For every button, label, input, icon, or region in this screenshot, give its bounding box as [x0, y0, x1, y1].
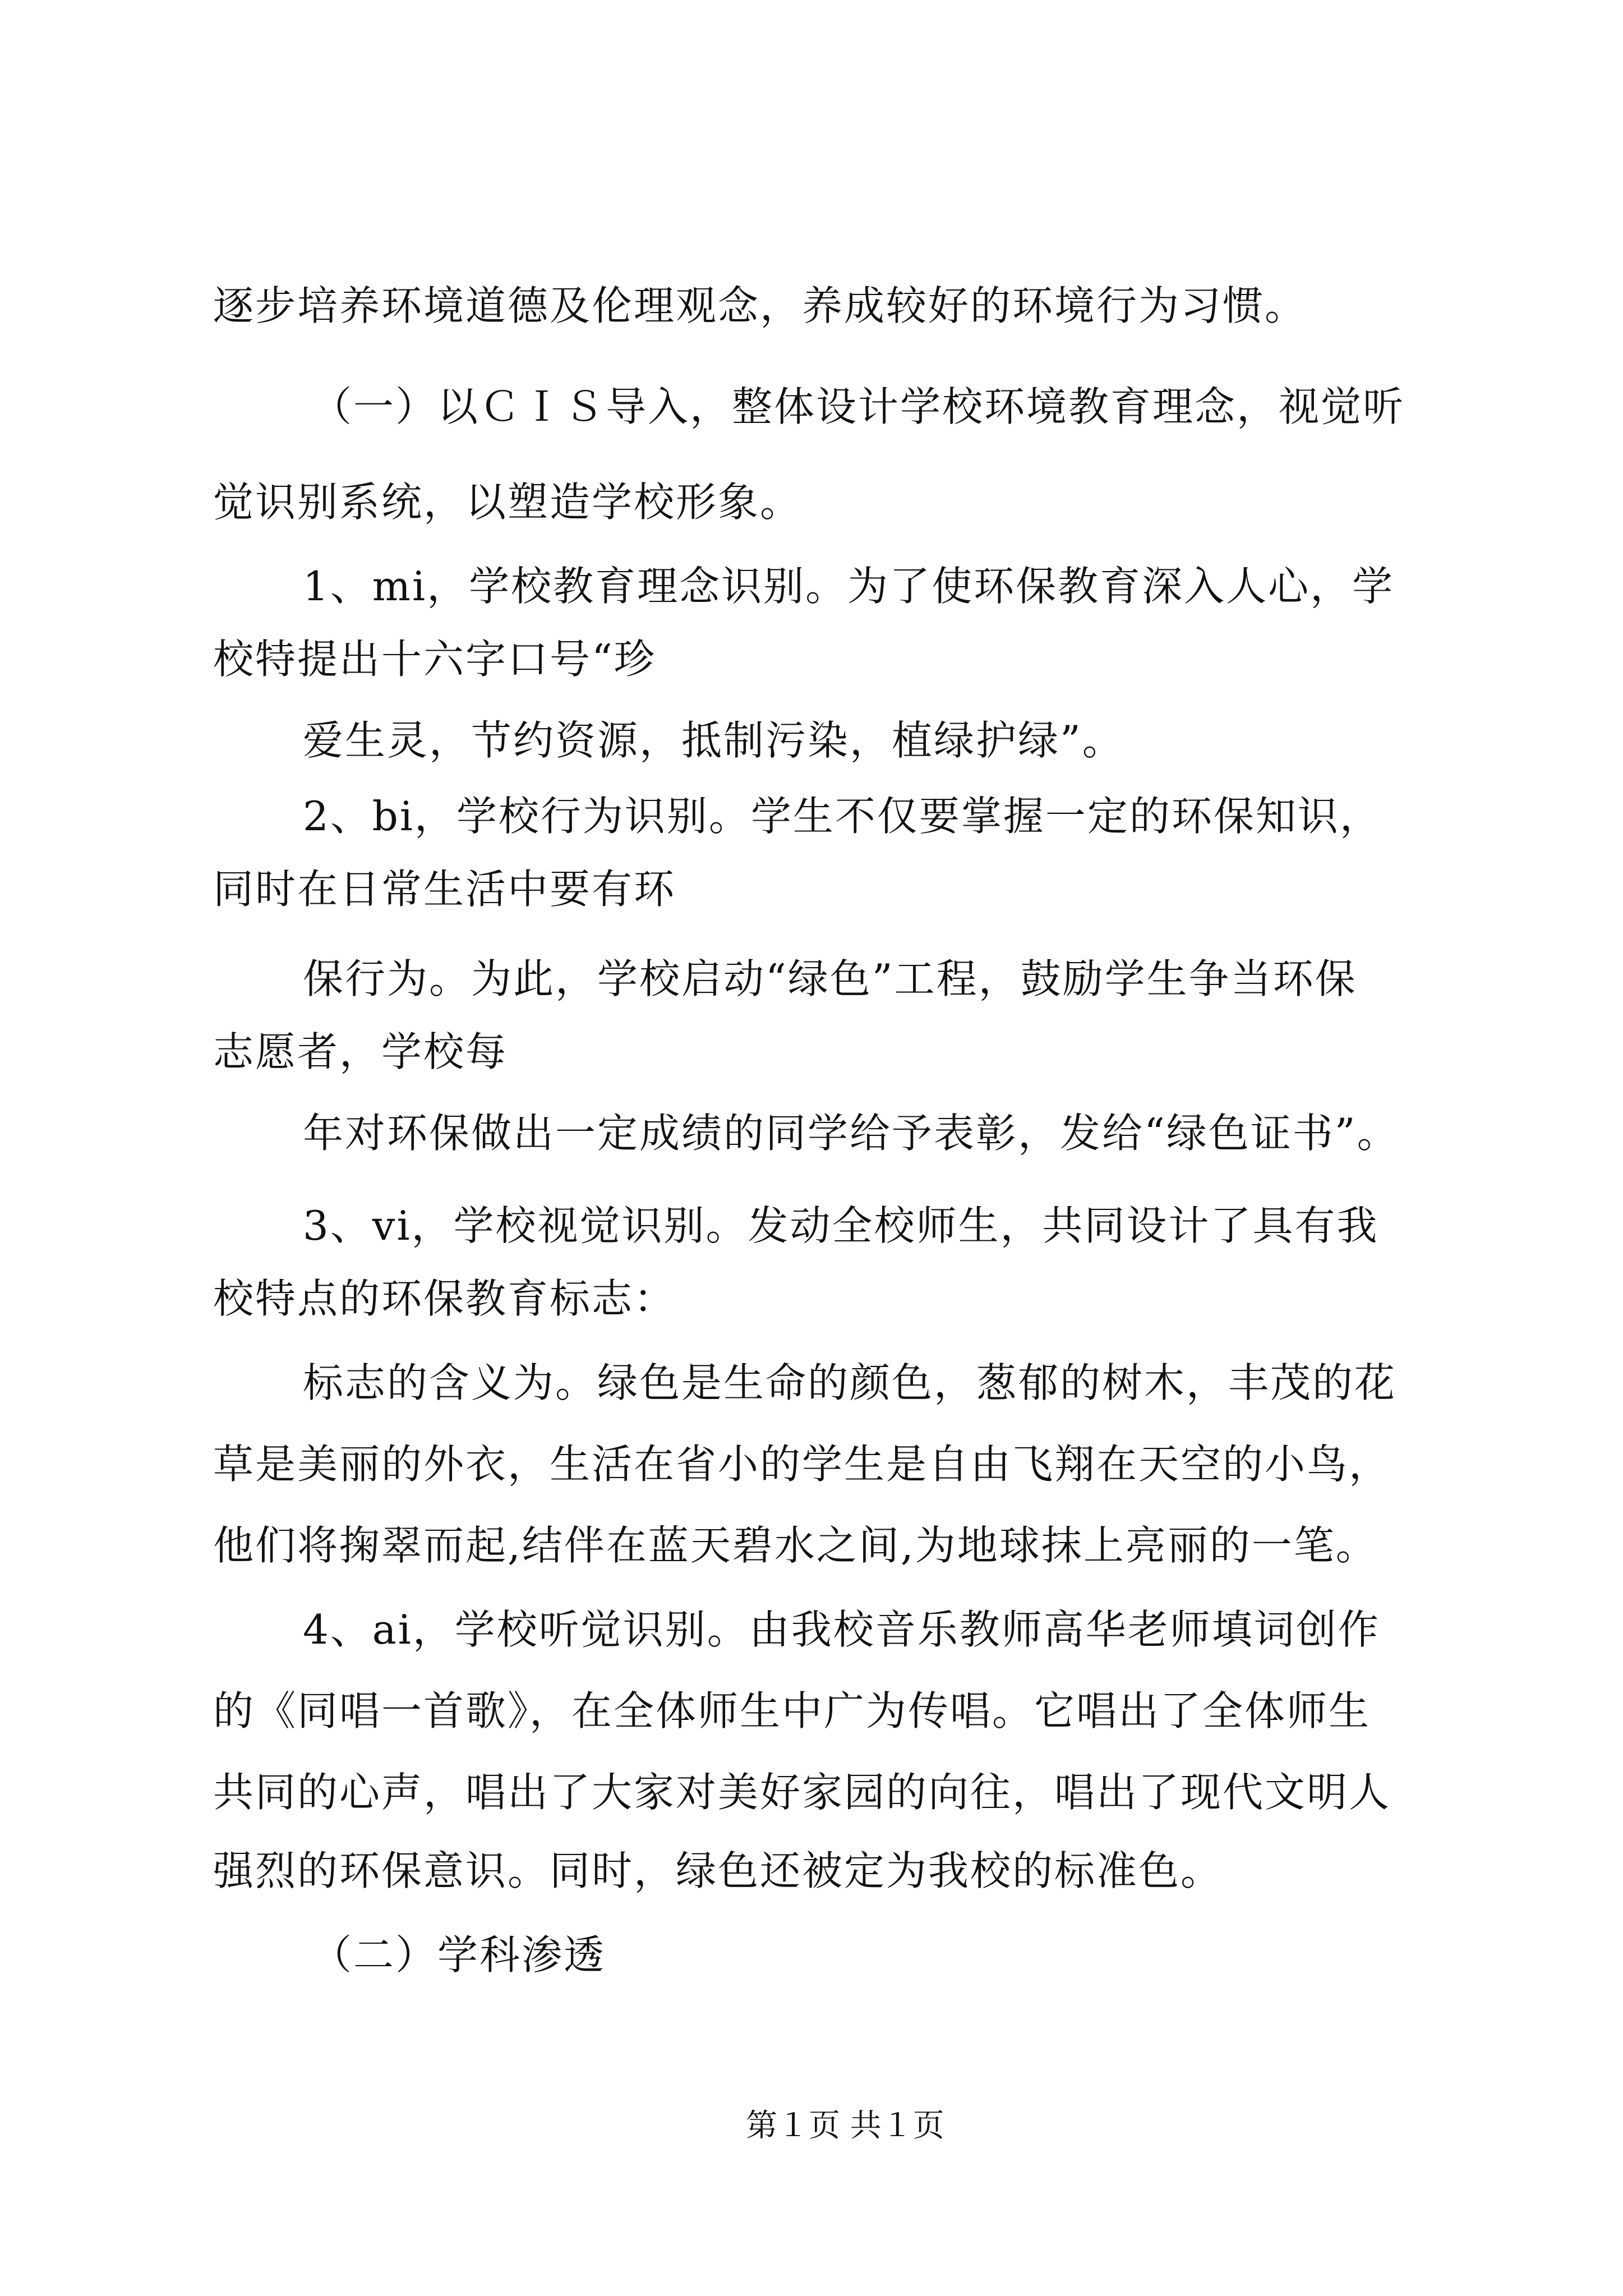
- text-line: 1、mi，学校教育理念识别。为了使环保教育深入人心，学: [303, 563, 1395, 610]
- text-line: 觉识别系统，以塑造学校形象。: [213, 478, 803, 526]
- text-line: 逐步培养环境道德及伦理观念，养成较好的环境行为习惯。: [213, 282, 1307, 329]
- text-line: 强烈的环保意识。同时，绿色还被定为我校的标准色。: [213, 1847, 1223, 1894]
- text-line: 保行为。为此，学校启动“绿色”工程，鼓励学生争当环保: [303, 955, 1357, 1002]
- text-line: 草是美丽的外衣，生活在省小的学生是自由飞翔在天空的小鸟，: [213, 1441, 1391, 1488]
- text-line: 爱生灵，节约资源，抵制污染，植绿护绿”。: [303, 717, 1124, 764]
- text-line: 3、vi，学校视觉识别。发动全校师生，共同设计了具有我: [303, 1202, 1379, 1249]
- page-footer: 第１页 共１页: [746, 2108, 944, 2144]
- text-line: 4、ai，学校听觉识别。由我校音乐教师高华老师填词创作: [303, 1606, 1380, 1653]
- section-heading: （二）学科渗透: [311, 1931, 606, 1978]
- text-line: 校特提出十六字口号“珍: [213, 636, 656, 683]
- text-line: 年对环保做出一定成绩的同学给予表彰，发给“绿色证书”。: [303, 1110, 1399, 1157]
- text-line: 2、bi，学校行为识别。学生不仅要掌握一定的环保知识，: [303, 793, 1382, 840]
- text-line: （一）以ＣＩＳ导入，整体设计学校环境教育理念，视觉听: [311, 383, 1405, 430]
- text-line: 共同的心声，唱出了大家对美好家园的向往，唱出了现代文明人: [213, 1769, 1391, 1816]
- text-line: 志愿者，学校每: [213, 1028, 508, 1075]
- text-line: 同时在日常生活中要有环: [213, 866, 676, 913]
- text-line: 校特点的环保教育标志：: [213, 1275, 676, 1322]
- text-line: 的《同唱一首歌》，在全体师生中广为传唱。它唱出了全体师生: [213, 1687, 1371, 1734]
- text-line: 标志的含义为。绿色是生命的颜色，葱郁的树木，丰茂的花: [303, 1359, 1397, 1406]
- text-line: 他们将掬翠而起,结伴在蓝天碧水之间,为地球抹上亮丽的一笔。: [213, 1522, 1378, 1569]
